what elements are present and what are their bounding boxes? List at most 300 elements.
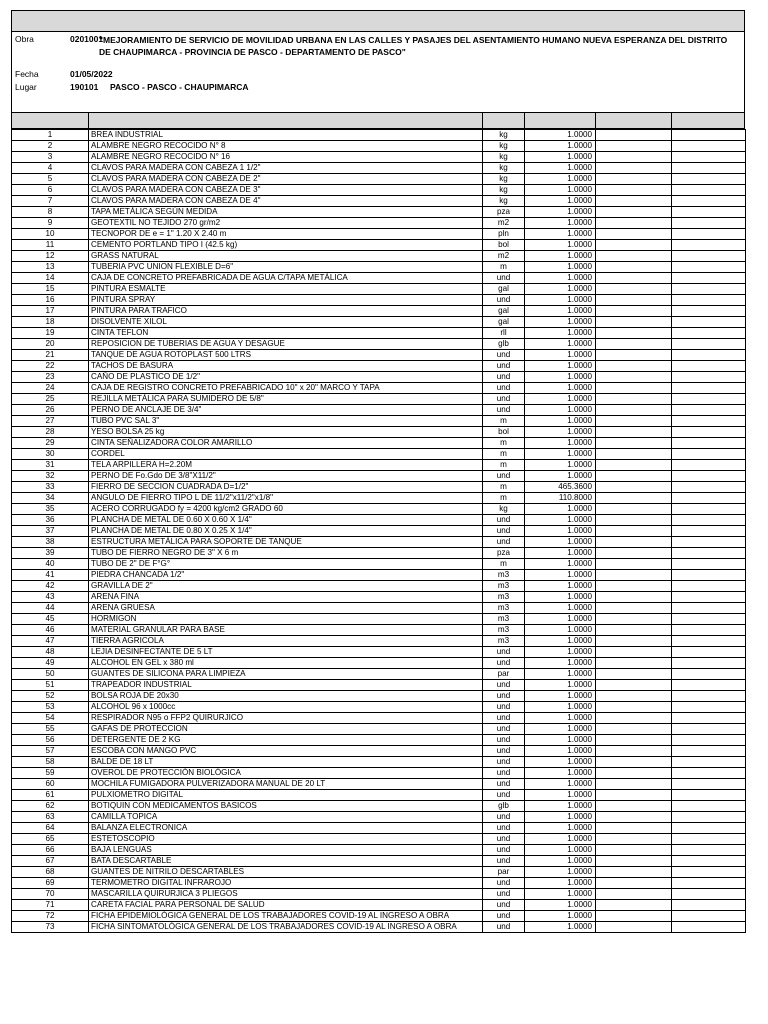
item-number: 39 xyxy=(12,548,89,559)
item-number: 30 xyxy=(12,449,89,460)
item-price xyxy=(596,801,672,812)
item-description: GAFAS DE PROTECCION xyxy=(89,724,483,735)
item-quantity: 1.0000 xyxy=(525,174,596,185)
table-row xyxy=(12,306,746,317)
item-partial xyxy=(672,317,746,328)
materials-table xyxy=(11,129,746,933)
item-description: CAÑO DE PLASTICO DE 1/2" xyxy=(89,372,483,383)
table-row xyxy=(12,790,746,801)
table-row xyxy=(12,625,746,636)
table-row xyxy=(12,768,746,779)
item-partial xyxy=(672,779,746,790)
item-partial xyxy=(672,724,746,735)
item-quantity: 1.0000 xyxy=(525,603,596,614)
item-number: 73 xyxy=(12,922,89,933)
item-number: 2 xyxy=(12,141,89,152)
table-row xyxy=(12,295,746,306)
item-price xyxy=(596,141,672,152)
item-number: 72 xyxy=(12,911,89,922)
item-unit: m2 xyxy=(483,218,525,229)
item-unit: m3 xyxy=(483,570,525,581)
item-quantity: 1.0000 xyxy=(525,471,596,482)
item-number: 16 xyxy=(12,295,89,306)
item-number: 48 xyxy=(12,647,89,658)
item-number: 57 xyxy=(12,746,89,757)
item-number: 64 xyxy=(12,823,89,834)
item-partial xyxy=(672,372,746,383)
item-unit: pza xyxy=(483,207,525,218)
table-row xyxy=(12,229,746,240)
item-partial xyxy=(672,790,746,801)
item-unit: kg xyxy=(483,504,525,515)
item-number: 45 xyxy=(12,614,89,625)
table-row xyxy=(12,603,746,614)
item-number: 44 xyxy=(12,603,89,614)
item-number: 40 xyxy=(12,559,89,570)
item-description: CLAVOS PARA MADERA CON CABEZA 1 1/2" xyxy=(89,163,483,174)
item-partial xyxy=(672,658,746,669)
item-unit: m xyxy=(483,416,525,427)
table-row xyxy=(12,471,746,482)
item-partial xyxy=(672,922,746,933)
item-partial xyxy=(672,691,746,702)
item-unit: und xyxy=(483,889,525,900)
item-price xyxy=(596,229,672,240)
item-price xyxy=(596,856,672,867)
item-unit: und xyxy=(483,680,525,691)
item-number: 36 xyxy=(12,515,89,526)
table-row xyxy=(12,878,746,889)
table-row xyxy=(12,680,746,691)
table-row xyxy=(12,735,746,746)
item-partial xyxy=(672,130,746,141)
item-unit: pln xyxy=(483,229,525,240)
table-row xyxy=(12,383,746,394)
item-price xyxy=(596,900,672,911)
item-quantity: 1.0000 xyxy=(525,537,596,548)
item-partial xyxy=(672,757,746,768)
item-unit: und xyxy=(483,878,525,889)
item-partial xyxy=(672,636,746,647)
item-unit: bol xyxy=(483,240,525,251)
item-description: CINTA TEFLON xyxy=(89,328,483,339)
table-row xyxy=(12,504,746,515)
item-description: CARETA FACIAL PARA PERSONAL DE SALUD xyxy=(89,900,483,911)
item-description: RESPIRADOR N95 o FFP2 QUIRURJICO xyxy=(89,713,483,724)
item-quantity: 1.0000 xyxy=(525,922,596,933)
item-number: 15 xyxy=(12,284,89,295)
table-row xyxy=(12,130,746,141)
table-row xyxy=(12,449,746,460)
item-quantity: 1.0000 xyxy=(525,900,596,911)
item-price xyxy=(596,735,672,746)
item-partial xyxy=(672,515,746,526)
item-partial xyxy=(672,427,746,438)
item-quantity: 1.0000 xyxy=(525,427,596,438)
item-number: 14 xyxy=(12,273,89,284)
item-number: 4 xyxy=(12,163,89,174)
item-unit: und xyxy=(483,768,525,779)
item-description: CLAVOS PARA MADERA CON CABEZA DE 2" xyxy=(89,174,483,185)
item-price xyxy=(596,372,672,383)
item-number: 52 xyxy=(12,691,89,702)
item-number: 12 xyxy=(12,251,89,262)
item-partial xyxy=(672,493,746,504)
table-row xyxy=(12,361,746,372)
item-unit: kg xyxy=(483,152,525,163)
table-row xyxy=(12,339,746,350)
item-description: FIERRO DE SECCION CUADRADA D=1/2" xyxy=(89,482,483,493)
item-partial xyxy=(672,900,746,911)
item-price xyxy=(596,438,672,449)
item-price xyxy=(596,768,672,779)
item-price xyxy=(596,570,672,581)
item-description: TAPA METÁLICA SEGÚN MEDIDA xyxy=(89,207,483,218)
item-quantity: 1.0000 xyxy=(525,317,596,328)
item-number: 19 xyxy=(12,328,89,339)
item-number: 27 xyxy=(12,416,89,427)
table-row xyxy=(12,614,746,625)
item-quantity: 1.0000 xyxy=(525,185,596,196)
item-price xyxy=(596,504,672,515)
item-quantity: 1.0000 xyxy=(525,152,596,163)
item-unit: m3 xyxy=(483,614,525,625)
table-row xyxy=(12,438,746,449)
item-price xyxy=(596,680,672,691)
item-number: 65 xyxy=(12,834,89,845)
item-description: OVEROL DE PROTECCIÓN BIOLÓGICA xyxy=(89,768,483,779)
item-price xyxy=(596,361,672,372)
item-number: 17 xyxy=(12,306,89,317)
item-number: 6 xyxy=(12,185,89,196)
item-description: TANQUE DE AGUA ROTOPLAST 500 LTRS xyxy=(89,350,483,361)
item-description: GRAVILLA DE 2" xyxy=(89,581,483,592)
table-row xyxy=(12,284,746,295)
item-quantity: 465.3600 xyxy=(525,482,596,493)
item-quantity: 1.0000 xyxy=(525,218,596,229)
item-quantity: 1.0000 xyxy=(525,724,596,735)
table-row xyxy=(12,746,746,757)
item-price xyxy=(596,482,672,493)
table-row xyxy=(12,482,746,493)
item-price xyxy=(596,658,672,669)
item-price xyxy=(596,581,672,592)
item-number: 69 xyxy=(12,878,89,889)
item-number: 60 xyxy=(12,779,89,790)
item-unit: kg xyxy=(483,196,525,207)
item-description: ESTETOSCOPIO xyxy=(89,834,483,845)
item-price xyxy=(596,834,672,845)
item-partial xyxy=(672,680,746,691)
item-number: 32 xyxy=(12,471,89,482)
lugar-label: Lugar xyxy=(15,82,37,92)
item-price xyxy=(596,515,672,526)
item-quantity: 1.0000 xyxy=(525,460,596,471)
table-row xyxy=(12,856,746,867)
item-quantity: 1.0000 xyxy=(525,548,596,559)
item-price xyxy=(596,812,672,823)
item-number: 61 xyxy=(12,790,89,801)
item-unit: und xyxy=(483,647,525,658)
item-quantity: 1.0000 xyxy=(525,889,596,900)
item-partial xyxy=(672,218,746,229)
item-number: 1 xyxy=(12,130,89,141)
item-partial xyxy=(672,449,746,460)
item-partial xyxy=(672,328,746,339)
item-quantity: 1.0000 xyxy=(525,658,596,669)
item-number: 63 xyxy=(12,812,89,823)
item-quantity: 1.0000 xyxy=(525,647,596,658)
item-description: GEOTEXTIL NO TEJIDO 270 gr/m2 xyxy=(89,218,483,229)
item-unit: und xyxy=(483,537,525,548)
item-partial xyxy=(672,460,746,471)
item-number: 3 xyxy=(12,152,89,163)
item-partial xyxy=(672,603,746,614)
item-description: FICHA EPIDEMIOLÓGICA GENERAL DE LOS TRABAJADORES COVID-19 AL INGRESO A OBRA xyxy=(89,911,483,922)
item-description: ARENA GRUESA xyxy=(89,603,483,614)
item-partial xyxy=(672,614,746,625)
item-quantity: 1.0000 xyxy=(525,834,596,845)
item-price xyxy=(596,647,672,658)
item-unit: glb xyxy=(483,339,525,350)
item-partial xyxy=(672,482,746,493)
item-unit: und xyxy=(483,526,525,537)
item-price xyxy=(596,592,672,603)
item-number: 43 xyxy=(12,592,89,603)
item-unit: m3 xyxy=(483,581,525,592)
item-price xyxy=(596,537,672,548)
item-description: ACERO CORRUGADO fy = 4200 kg/cm2 GRADO 60 xyxy=(89,504,483,515)
item-partial xyxy=(672,746,746,757)
table-row xyxy=(12,812,746,823)
item-quantity: 1.0000 xyxy=(525,878,596,889)
item-partial xyxy=(672,174,746,185)
item-quantity: 1.0000 xyxy=(525,449,596,460)
item-partial xyxy=(672,273,746,284)
item-number: 31 xyxy=(12,460,89,471)
item-description: BALANZA ELECTRONICA xyxy=(89,823,483,834)
item-unit: m xyxy=(483,449,525,460)
item-price xyxy=(596,350,672,361)
item-partial xyxy=(672,878,746,889)
item-quantity: 1.0000 xyxy=(525,592,596,603)
item-partial xyxy=(672,361,746,372)
item-description: GUANTES DE NITRILO DESCARTABLES xyxy=(89,867,483,878)
obra-label: Obra xyxy=(15,34,34,44)
fecha-label: Fecha xyxy=(15,69,39,79)
item-quantity: 1.0000 xyxy=(525,207,596,218)
item-unit: gal xyxy=(483,317,525,328)
item-quantity: 1.0000 xyxy=(525,911,596,922)
item-price xyxy=(596,889,672,900)
obra-code: 0201001 xyxy=(70,34,104,44)
item-partial xyxy=(672,559,746,570)
item-number: 42 xyxy=(12,581,89,592)
table-row xyxy=(12,867,746,878)
item-number: 7 xyxy=(12,196,89,207)
item-description: PERNO DE ANCLAJE DE 3/4" xyxy=(89,405,483,416)
item-quantity: 110.8000 xyxy=(525,493,596,504)
item-price xyxy=(596,691,672,702)
item-price xyxy=(596,163,672,174)
item-price xyxy=(596,284,672,295)
item-quantity: 1.0000 xyxy=(525,625,596,636)
item-price xyxy=(596,702,672,713)
item-quantity: 1.0000 xyxy=(525,196,596,207)
item-number: 35 xyxy=(12,504,89,515)
item-price xyxy=(596,405,672,416)
item-price xyxy=(596,669,672,680)
table-row xyxy=(12,900,746,911)
item-unit: und xyxy=(483,900,525,911)
item-partial xyxy=(672,284,746,295)
item-unit: m xyxy=(483,493,525,504)
item-price xyxy=(596,471,672,482)
item-unit: m xyxy=(483,559,525,570)
item-quantity: 1.0000 xyxy=(525,559,596,570)
item-description: ALCOHOL EN GEL x 380 ml xyxy=(89,658,483,669)
item-number: 22 xyxy=(12,361,89,372)
item-number: 55 xyxy=(12,724,89,735)
item-price xyxy=(596,328,672,339)
table-row xyxy=(12,702,746,713)
item-number: 23 xyxy=(12,372,89,383)
item-unit: und xyxy=(483,911,525,922)
item-partial xyxy=(672,416,746,427)
item-description: ANGULO DE FIERRO TIPO L DE 11/2"x11/2"x1/8" xyxy=(89,493,483,504)
item-number: 21 xyxy=(12,350,89,361)
item-price xyxy=(596,449,672,460)
table-row xyxy=(12,922,746,933)
item-description: DETERGENTE DE 2 KG xyxy=(89,735,483,746)
table-row xyxy=(12,647,746,658)
item-price xyxy=(596,262,672,273)
item-unit: par xyxy=(483,867,525,878)
item-number: 26 xyxy=(12,405,89,416)
table-row xyxy=(12,757,746,768)
lugar-code: 190101 xyxy=(70,82,99,92)
item-number: 34 xyxy=(12,493,89,504)
item-quantity: 1.0000 xyxy=(525,394,596,405)
item-price xyxy=(596,636,672,647)
table-row xyxy=(12,328,746,339)
item-unit: par xyxy=(483,669,525,680)
item-unit: und xyxy=(483,823,525,834)
item-description: ESTRUCTURA METÁLICA PARA SOPORTE DE TANQUE xyxy=(89,537,483,548)
item-description: BALDE DE 18 LT xyxy=(89,757,483,768)
item-description: YESO BOLSA 25 kg xyxy=(89,427,483,438)
item-description: PIEDRA CHANCADA 1/2" xyxy=(89,570,483,581)
table-row xyxy=(12,713,746,724)
table-row xyxy=(12,691,746,702)
item-partial xyxy=(672,889,746,900)
item-price xyxy=(596,317,672,328)
item-unit: und xyxy=(483,735,525,746)
item-description: GUANTES DE SILICONA PARA LIMPIEZA xyxy=(89,669,483,680)
item-unit: m3 xyxy=(483,636,525,647)
item-partial xyxy=(672,438,746,449)
item-unit: kg xyxy=(483,163,525,174)
item-description: CLAVOS PARA MADERA CON CABEZA DE 3" xyxy=(89,185,483,196)
item-partial xyxy=(672,834,746,845)
item-number: 58 xyxy=(12,757,89,768)
item-number: 9 xyxy=(12,218,89,229)
item-unit: und xyxy=(483,295,525,306)
item-quantity: 1.0000 xyxy=(525,383,596,394)
item-number: 53 xyxy=(12,702,89,713)
item-unit: pza xyxy=(483,548,525,559)
item-description: CORDEL xyxy=(89,449,483,460)
item-partial xyxy=(672,548,746,559)
item-partial xyxy=(672,394,746,405)
table-row xyxy=(12,592,746,603)
item-quantity: 1.0000 xyxy=(525,504,596,515)
item-unit: m xyxy=(483,482,525,493)
item-number: 5 xyxy=(12,174,89,185)
item-number: 59 xyxy=(12,768,89,779)
item-quantity: 1.0000 xyxy=(525,306,596,317)
item-number: 37 xyxy=(12,526,89,537)
item-price xyxy=(596,790,672,801)
item-quantity: 1.0000 xyxy=(525,251,596,262)
item-price xyxy=(596,174,672,185)
item-partial xyxy=(672,570,746,581)
item-quantity: 1.0000 xyxy=(525,141,596,152)
item-unit: und xyxy=(483,372,525,383)
item-unit: und xyxy=(483,845,525,856)
item-number: 62 xyxy=(12,801,89,812)
item-number: 50 xyxy=(12,669,89,680)
item-description: TELA ARPILLERA H=2.20M xyxy=(89,460,483,471)
item-description: MOCHILA FUMIGADORA PULVERIZADORA MANUAL DE 20 LT xyxy=(89,779,483,790)
item-number: 20 xyxy=(12,339,89,350)
table-row xyxy=(12,526,746,537)
item-price xyxy=(596,614,672,625)
item-price xyxy=(596,603,672,614)
item-unit: kg xyxy=(483,185,525,196)
item-partial xyxy=(672,735,746,746)
item-price xyxy=(596,548,672,559)
item-number: 56 xyxy=(12,735,89,746)
item-partial xyxy=(672,592,746,603)
item-quantity: 1.0000 xyxy=(525,867,596,878)
item-partial xyxy=(672,504,746,515)
item-quantity: 1.0000 xyxy=(525,526,596,537)
lugar-value: PASCO - PASCO - CHAUPIMARCA xyxy=(110,82,249,92)
item-price xyxy=(596,746,672,757)
item-price xyxy=(596,152,672,163)
item-quantity: 1.0000 xyxy=(525,713,596,724)
table-row xyxy=(12,493,746,504)
item-price xyxy=(596,416,672,427)
table-row xyxy=(12,911,746,922)
item-price xyxy=(596,251,672,262)
item-partial xyxy=(672,867,746,878)
table-row xyxy=(12,669,746,680)
item-price xyxy=(596,823,672,834)
table-row xyxy=(12,581,746,592)
item-unit: und xyxy=(483,812,525,823)
item-partial xyxy=(672,856,746,867)
item-price xyxy=(596,460,672,471)
item-unit: kg xyxy=(483,130,525,141)
item-price xyxy=(596,240,672,251)
item-price xyxy=(596,207,672,218)
item-partial xyxy=(672,306,746,317)
item-price xyxy=(596,779,672,790)
table-row xyxy=(12,141,746,152)
item-description: TACHOS DE BASURA xyxy=(89,361,483,372)
